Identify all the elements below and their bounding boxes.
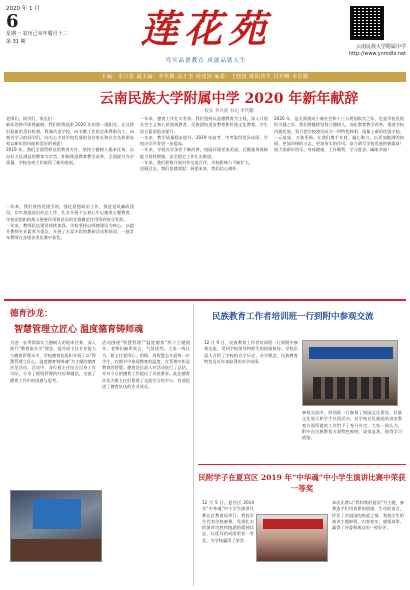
qr-code-icon — [350, 6, 384, 40]
article-col-3: 2020 年，是全面建成小康社会和十三五规划收官之年，也是学校发展的关键之年。我们将继续坚持立德树人，深化教育教学改革，推进学校内涵发展，努力把学校建设成为一所特色鲜明、质量上乘的优质学校。 一元复始，万象更新。让我们携手并肩，凝心聚力，以更加饱满的热情、更加昂扬的斗志、更加务实的作风，奋力谱写学校发展的新篇章！ 祝大家新年快乐，身体健康，工作顺利，学习进步，阖家幸福！ — [274, 116, 404, 153]
section-divider — [198, 464, 406, 465]
moral-title-kicker: 德育沙龙： — [10, 309, 53, 319]
salon-screen — [33, 499, 81, 529]
speech-col-1: 12 月 5 日，夏宫区 2019 年“中华魂”中小学生演讲比赛在区教育局举行。我校学生代表学校参赛，凭借扎实的演讲功底和饱满的精神状态，以优异的成绩荣获一等奖，为学校赢得了荣誉。 — [202, 500, 256, 543]
moral-col-1: 为进一步贯彻落实立德树人的根本任务，深入推行“教育家办学”理念，提升班主任专业能力与德育管理水平，学校德育处组织开展了以“智慧管理立匠心，温度德育铸师魂”为主题的德育沙龙活动。活动中，各位班主任结合自身工作实际，分享了班级管理的经验和做法，交流了德育工作中的困惑与思考。 — [10, 340, 96, 383]
salon-stage — [11, 539, 101, 561]
article-col-2: 一年来，德育工作扎实有效。我们坚持以品德教育为主线，深入开展社会主义核心价值观教育、民族团结进步教育和传统文化教育，学生综合素质稳步提升。 一年来，教学质量稳步提升。2019 年高考、中考取得优异成绩，学校办学声誉进一步提高。 一年来，学校办学条件不断改善，校园环境更加美丽，后勤服务保障能力持续增强，安全稳定工作扎实推进。 一年来，我们积极开展对外交流合作，学校影响力不断扩大。 回顾过去，我们倍感欣慰；展望未来，我们信心满怀。 — [140, 116, 268, 172]
slogan: 笃实品德教育 成就品德人生 — [165, 58, 247, 64]
school-name: 云南民族大学附属中学 — [355, 44, 406, 50]
logo-text: 莲花苑 — [139, 6, 272, 51]
newspaper-page — [4, 4, 406, 586]
moral-education-article — [4, 304, 194, 586]
training-col-1: 12 月 9 日，民族教育工作者培训班一行到附中参观交流，受到学校领导和师生的热情接待。学校负责人介绍了学校的办学历史、办学理念、民族教育特色及近年来取得的办学成绩。 — [204, 340, 298, 364]
right-news-column — [198, 304, 406, 586]
speech-award-photo — [256, 514, 328, 562]
speech-contest-title: 民附学子在夏宫区 2019 年“中华魂”中小学生演讲比赛中荣获一等奖 — [198, 473, 406, 493]
article-title: 云南民族大学附属中学 2020 年新年献辞 — [99, 91, 359, 107]
photo-people — [313, 377, 389, 399]
paper-logo — [116, 6, 296, 54]
staff-bar: 主编：李兴富 副主编：李代鹏 高才奎 杨建刚 编委：王晓波 欧阳善生 付玥飏 李思璐 — [4, 72, 406, 82]
article-byline: 校长 李兴富 书记 李代鹏 — [204, 109, 254, 114]
masthead — [4, 4, 406, 88]
date-block — [6, 6, 86, 46]
article-col-1: 老师们，同学们，家长们： 新年的钟声即将敲响，我们即将迎来 2020 年的第一缕阳光。在这辞旧迎新的美好时刻，我谨代表学校，向辛勤工作的全体教职员工，向刻苦学习的同学们，向关心支持学校发展的各位家长和社会各界朋友致以新年的问候和美好的祝愿！ 2019 年，我们全面贯彻党的教育方针，坚持立德树人根本任务，以办好人民满意的教育为宗旨，积极推进教育教学改革，全面提升办学质量，学校各项工作取得了新的进展。 — [6, 116, 134, 166]
issue-number: 第 31 期 — [6, 39, 26, 45]
date-day: 6 — [6, 11, 19, 32]
photo-banner — [309, 347, 393, 359]
training-visit-photo — [302, 340, 398, 406]
date-weekday: 星期一 农历己亥年腊月十二 — [6, 31, 68, 37]
moral-col-2: 活动围绕“智慧管理”“温度德育”两个主题展开，老师们畅所欲言，气氛热烈。大家一致认为，班主任要用心、用情、用智慧去关爱每一位学生，在细节中体现教育的温度，在管理中彰显教育的智慧。德育处负责人对活动进行了总结，并对今后的德育工作提出了具体要求。此次德育沙龙为班主任们搭建了交流学习的平台，有效促进了德育队伍的专业成长。 — [102, 340, 190, 390]
moral-title: 智慧管理立匠心 温度德育铸师魂 — [14, 325, 144, 335]
training-col-2: 参观交流中，培训班一行参观了校园文化建设、民族文化展示和学生社团活动，对学校在民族团结进步教育方面所做的工作给予了充分肯定。大家一致认为，附中在民族教育方面特色鲜明、成效显著，值得学习借鉴。 — [302, 410, 402, 441]
award-banner — [263, 519, 323, 529]
new-year-article — [4, 86, 406, 301]
school-url[interactable]: http://www.ynmdfz.net — [348, 51, 406, 57]
salon-photo — [10, 490, 102, 562]
speech-col-2: 本次比赛以“我和我的祖国”为主题，参赛选手们用真挚的情感、生动的语言，抒发了对祖国的热爱之情。我校学生的演讲主题鲜明、内容充实、感情真挚，赢得了评委和观众的一致好评。 — [332, 500, 404, 531]
article-col-1b: 一年来，我们坚持党建引领，强化思想政治工作，推进党风廉政建设，切实加强意识形态工作，扎实开展不忘初心牢记使命主题教育，学校党组织的战斗堡垒作用和党员的先锋模范作用得到充分发挥。 一年来，教师队伍建设持续加强。学校坚持以师德建设为核心，以提升教师专业素养为重点，开展了丰富多彩的教研活动和培训，一批青年教师在各级各类比赛中获奖。 — [6, 204, 134, 241]
training-visit-title: 民族教育工作者培训班一行到附中参观交流 — [212, 312, 374, 322]
qr-caption — [318, 44, 406, 58]
date-month: 2020 年 1 月 — [6, 6, 40, 12]
